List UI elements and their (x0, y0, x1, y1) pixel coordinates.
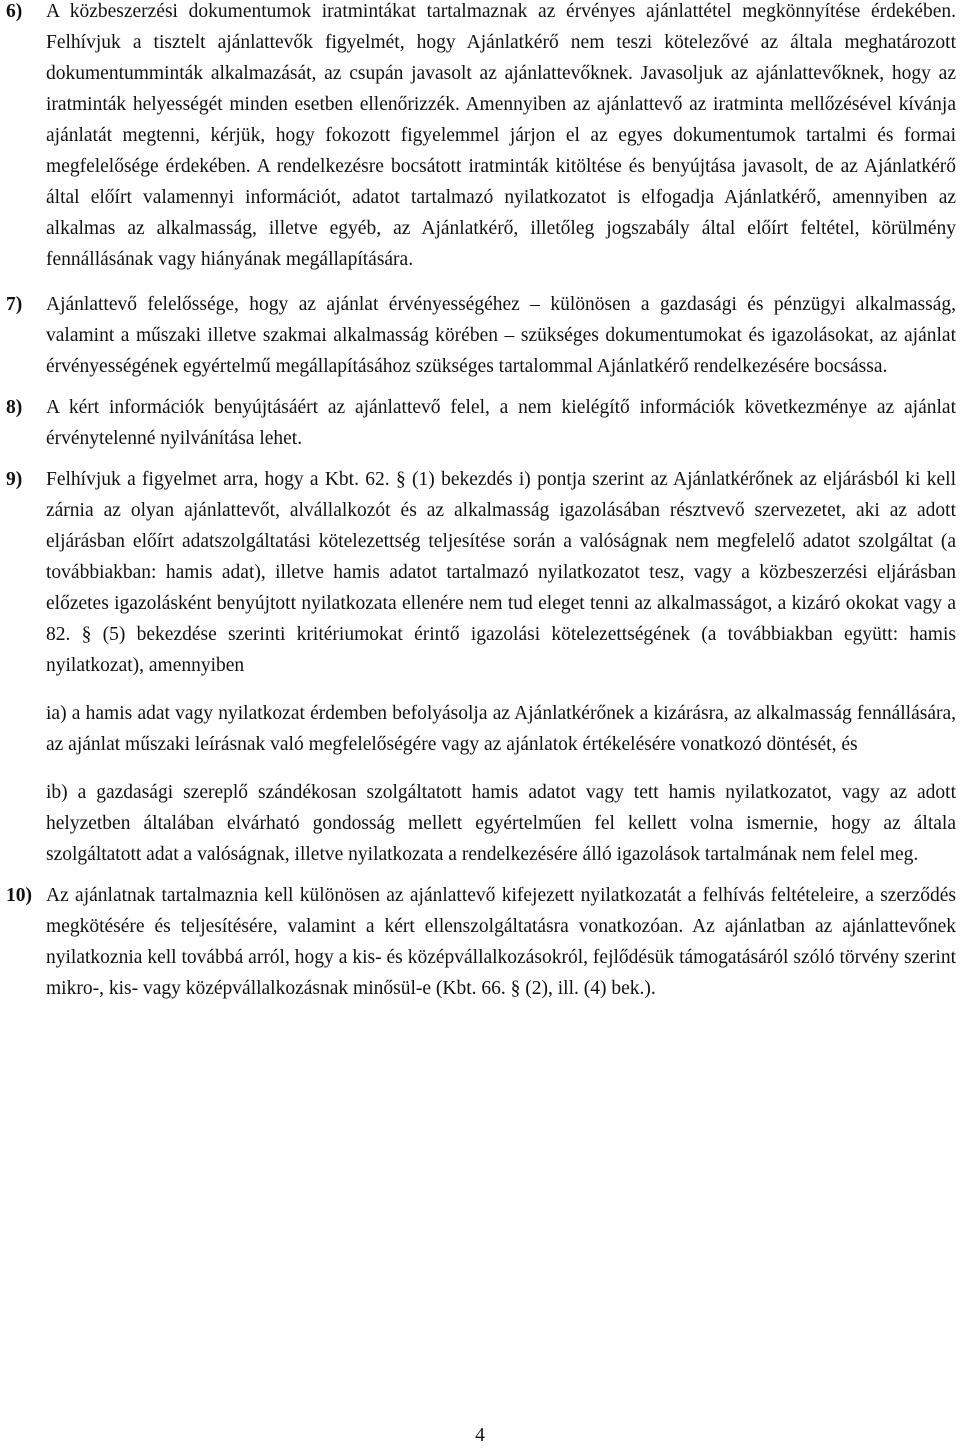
item-number: 10) (6, 885, 32, 906)
item-text: A közbeszerzési dokumentumok iratmintákat tartalmaznak az érvényes ajánlattétel megkönnyítése érdekében. Felhívjuk a tisztelt ajánlattevők figyelmét, hogy Ajánlatkérő nem teszi kötelezővé az általa meghatározott dokumentumminták alkalmazását, az csupán javasolt az ajánlattevőknek. Javasoljuk az ajánlattevőknek, hogy az iratminták helyességét minden esetben ellenőrizzék. Amennyiben az ajánlattevő az iratminta mellőzésével kívánja ajánlatát megtenni, kérjük, hogy fokozott figyelemmel járjon el az egyes dokumentumok tartalmi és formai megfelelősége érdekében. A rendelkezésre bocsátott iratminták kitöltése és benyújtása javasolt, de az Ajánlatkérő által előírt valamennyi információt, adatot tartalmazó nyilatkozatot is elfogadja Ajánlatkérő, amennyiben az alkalmas az alkalmasság, illetve egyéb, az Ajánlatkérő, illetőleg jogszabály által előírt feltétel, körülmény fennállásának vagy hiányának megállapítására. (46, 1, 956, 270)
item-number: 6) (6, 1, 23, 22)
item-body (46, 289, 956, 382)
item-text: Ajánlattevő felelőssége, hogy az ajánlat érvényességéhez – különösen a gazdasági és pénzügyi alkalmasság, valamint a műszaki illetve szakmai alkalmasság körében – szükséges dokumentumokat és igazolásokat, az ajánlat érvényességének egyértelmű megállapításához szükséges tartalommal Ajánlatkérő rendelkezésére bocsássa. (46, 294, 956, 377)
list-item-10 (6, 880, 956, 1004)
item-body (46, 464, 956, 870)
item-number: 7) (6, 294, 23, 315)
item-text: A kért információk benyújtásáért az ajánlattevő felel, a nem kielégítő információk következménye az ajánlat érvénytelenné nyilvánítása lehet. (46, 397, 956, 449)
list-item-8 (6, 392, 956, 454)
item-number: 9) (6, 469, 23, 490)
list-item-6 (6, 0, 956, 275)
list-item-7 (6, 289, 956, 382)
sub-item-ib: ib) a gazdasági szereplő szándékosan szolgáltatott hamis adatot vagy tett hamis nyilatkozatot, vagy az adott helyzetben általában elvárható gondosság mellett egyértelműen fel kellett volna ismernie, hogy az általa szolgáltatott adat a valóságnak, illetve nyilatkozata a rendelkezésére álló igazolások tartalmának nem felel meg. (46, 782, 956, 865)
page-number: 4 (475, 1425, 485, 1446)
item-body (46, 392, 956, 454)
sub-item-ia: ia) a hamis adat vagy nyilatkozat érdemben befolyásolja az Ajánlatkérőnek a kizárásra, az alkalmasság fennállására, az ajánlat műszaki leírásnak való megfelelőségére vagy az ajánlatok értékelésére vonatkozó döntését, és (46, 703, 956, 755)
item-text: Az ajánlatnak tartalmaznia kell különösen az ajánlattevő kifejezett nyilatkozatát a felhívás feltételeire, a szerződés megkötésére és teljesítésére, valamint a kért ellenszolgáltatásra vonatkozóan. Az ajánlatban az ajánlattevőnek nyilatkoznia kell továbbá arról, hogy a kis- és középvállalkozásokról, fejlődésük támogatásáról szóló törvény szerint mikro-, kis- vagy középvállalkozásnak minősül-e (Kbt. 66. § (2), ill. (4) bek.). (46, 885, 956, 999)
item-text: Felhívjuk a figyelmet arra, hogy a Kbt. 62. § (1) bekezdés i) pontja szerint az Ajánlatkérőnek az eljárásból ki kell zárnia az olyan ajánlattevőt, alvállalkozót és az alkalmasság igazolásában résztvevő szervezetet, aki az adott eljárásban előírt adatszolgáltatási kötelezettség teljesítése során a valóságnak nem megfelelő adatot szolgáltat (a továbbiakban: hamis adat), illetve hamis adatot tartalmazó nyilatkozatot tesz, vagy a közbeszerzési eljárásban előzetes igazolásként benyújtott nyilatkozata ellenére nem tud eleget tenni az alkalmasságot, a kizáró okokat vagy a 82. § (5) bekezdése szerinti kritériumokat érintő igazolási kötelezettségének (a továbbiakban együtt: hamis nyilatkozat), amennyiben (46, 469, 956, 676)
list-item-9 (6, 464, 956, 870)
item-body (46, 880, 956, 1004)
item-number: 8) (6, 397, 23, 418)
item-body (46, 0, 956, 275)
